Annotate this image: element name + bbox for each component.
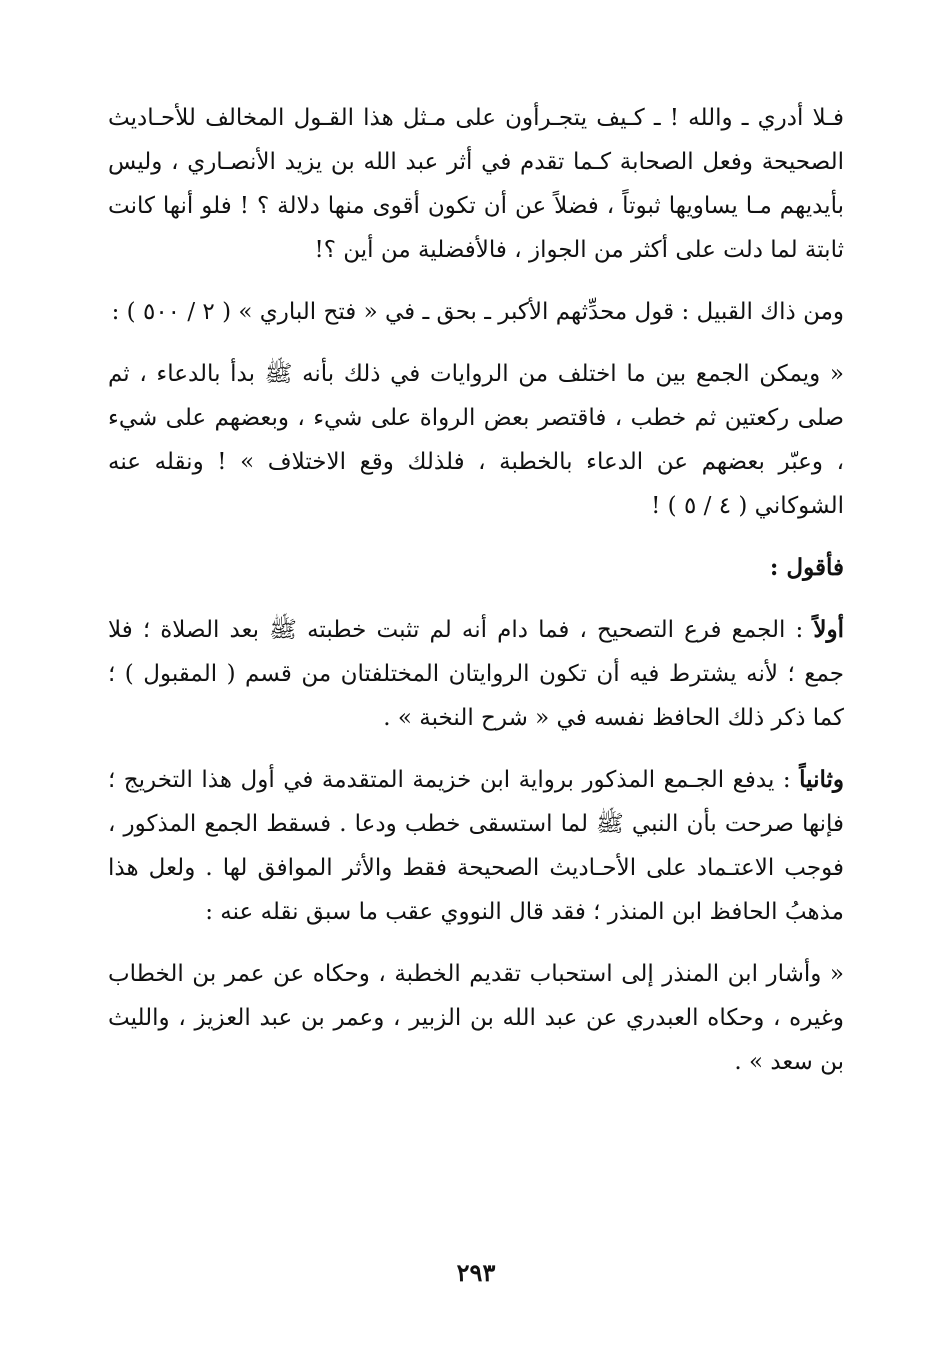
page-body (108, 96, 844, 1276)
paragraph-5-text: : الجمع فرع التصحيح ، فما دام أنه لم تثبت خطبته ﷺ بعد الصلاة ؛ فلا جمع ؛ لأنه يشترط فيه أن تكون الروايتان المختلفتان من قسم ( المقبول ) ؛ كما ذكر ذلك الحافظ نفسه في « شرح النخبة » . (108, 617, 844, 731)
paragraph-5 (108, 608, 844, 740)
paragraph-6-lead: وثانياً (799, 766, 844, 793)
paragraph-2 (108, 290, 844, 334)
paragraph-1-text: فـلا أدري ـ والله ! ـ كـيف يتجـرأون على مـثل هذا القـول المخالف للأحـاديث الصحيحة وفعل الصحابة كـما تقدم في أثر عبد الله بن يزيد الأنصـاري ، وليس بأيديهم مـا يساويها ثبوتاً ، فضلاً عن أن تكون أقوى منها دلالة ؟ ! فلو أنها كانت ثابتة لما دلت على أكثر من الجواز ، فالأفضلية من أين ؟! (108, 105, 844, 263)
paragraph-7-quote (108, 952, 844, 1084)
section-heading: فأقول : (769, 554, 844, 581)
paragraph-6 (108, 758, 844, 934)
paragraph-5-body (108, 608, 844, 740)
paragraph-7-text: « وأشار ابن المنذر إلى استحباب تقديم الخطبة ، وحكاه عن عمر بن الخطاب وغيره ، وحكاه العبدري عن عبد الله بن الزبير ، وعمر بن عبد العزيز ، والليث بن سعد » . (108, 961, 844, 1075)
paragraph-6-body (108, 758, 844, 934)
paragraph-5-lead: أولاً (813, 616, 844, 643)
paragraph-3-quote (108, 352, 844, 528)
paragraph-3-text: « ويمكن الجمع بين ما اختلف من الروايات في ذلك بأنه ﷺ بدأ بالدعاء ، ثم صلى ركعتين ثم خطب ، فاقتصر بعض الرواة على شيء ، وبعضهم على شيء ، وعبّر بعضهم عن الدعاء بالخطبة ، فلذلك وقع الاختلاف » ! ونقله عنه الشوكاني ( ٤ / ٥ ) ! (108, 361, 844, 519)
paragraph-2-text: ومن ذاك القبيل : قول محدِّثهم الأكبر ـ بحق ـ في « فتح الباري » ( ٢ / ٥٠٠ ) : (111, 299, 844, 325)
paragraph-6-text: : يدفع الجـمع المذكور برواية ابن خزيمة المتقدمة في أول هذا التخريج ؛ فإنها صرحت بأن النبي ﷺ لما استسقى خطب ودعا . فسقط الجمع المذكور ، فوجب الاعتـماد على الأحـاديث الصحيحة فقط والأثر الموافق لها . ولعل هذا مذهبُ الحافظ ابن المنذر ؛ فقد قال النووي عقب ما سبق نقله عنه : (108, 767, 844, 925)
paragraph-1 (108, 96, 844, 272)
page-number: ٢٩٣ (456, 1258, 496, 1287)
